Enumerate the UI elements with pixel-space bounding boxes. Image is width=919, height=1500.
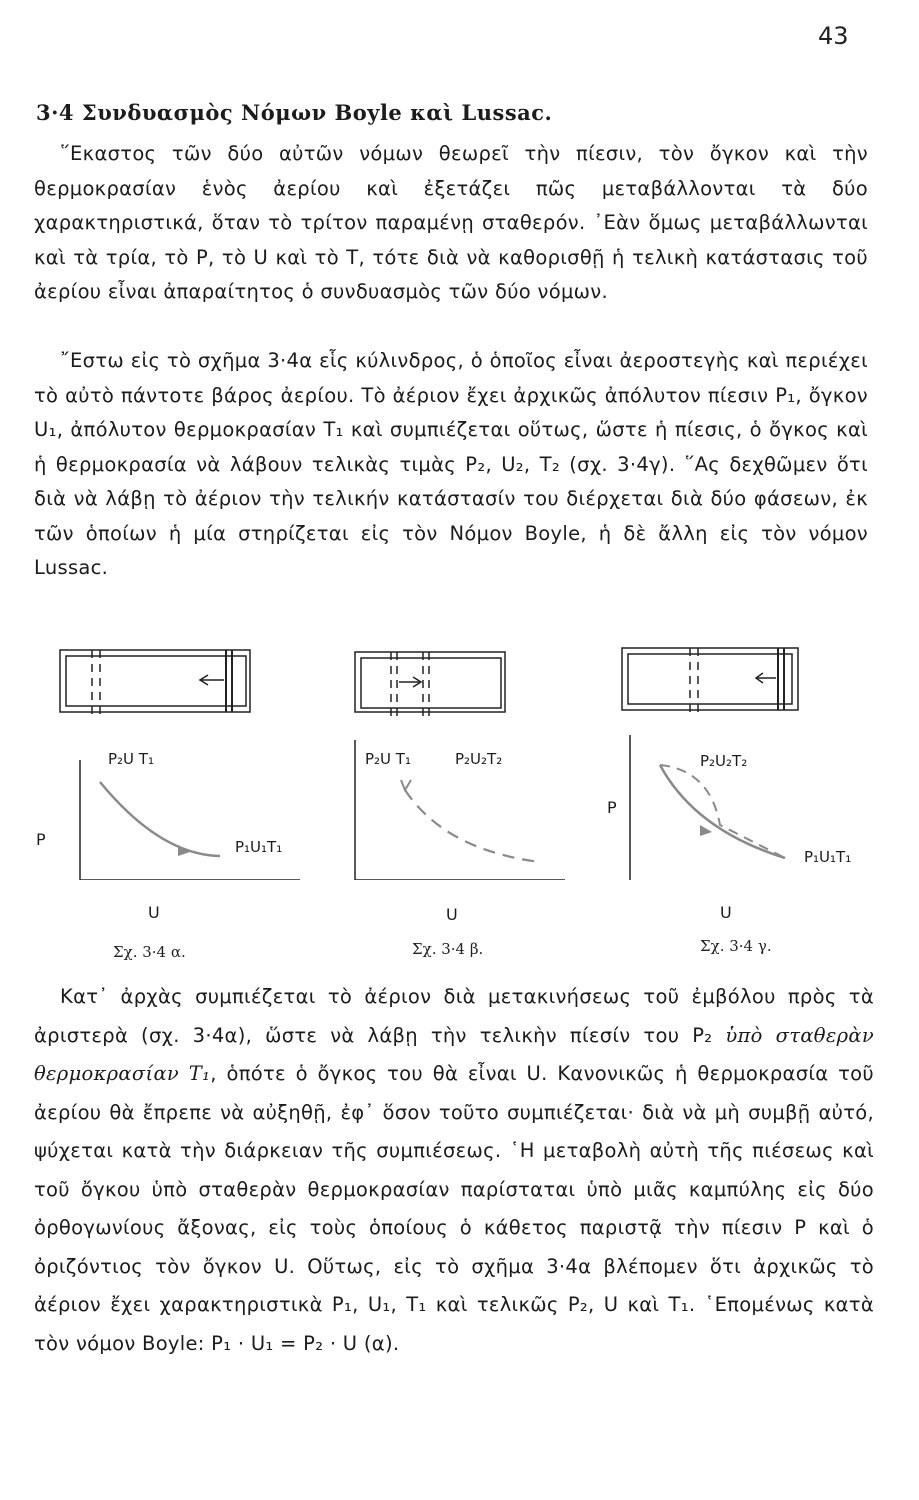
cylinder-gamma [622,648,798,714]
label-p1-u1-t1-gamma: P₁U₁T₁ [804,848,852,866]
combined-curve-solid [660,765,785,858]
axis-label-u-alpha: U [148,903,160,922]
figure-3-4-gamma [600,640,870,880]
label-p2-u-t1-beta: P₂U T₁ [365,750,411,768]
axis-label-u-beta: U [446,905,458,924]
axis-label-p: P [36,830,46,849]
cylinder-beta [355,652,505,716]
caption-alpha: Σχ. 3·4 α. [113,943,186,961]
label-p1-u1-t1: P₁U₁T₁ [235,838,283,856]
isobar-curve [405,790,540,862]
axis-label-u-gamma: U [720,903,732,922]
paragraph-3-part2: , ὁπότε ὁ ὄγκος του θὰ εἶναι U. Κανονικῶς ἡ θερμοκρασία τοῦ ἀερίου θὰ ἔπρεπε νὰ αὐξηθῇ, ἐφ᾿ ὅσον τοῦτο συμπιέζεται· διὰ νὰ μὴ συμβῇ αὐτό, ψύχεται κατὰ τὴν διάρκειαν τῆς συμπιέσεως. ῾Η μεταβολὴ αὐτὴ τῆς πιέσεως καὶ τοῦ ὄγκου ὑπὸ σταθερὰν θερμοκρασίαν παρίσταται ὑπὸ μιᾶς καμπύλης εἰς δύο ὀρθογωνίους ἄξονας, εἰς τοὺς ὁποίους ὁ κάθετος παριστᾷ τὴν πίεσιν P καὶ ὁ ὀριζόντιος τὸν ὄγκον U. Οὕτως, εἰς τὸ σχῆμα 3·4α βλέπομεν ὅτι ἀρχικῶς τὸ ἀέριον ἔχει χαρακτηριστικὰ P₁, U₁, T₁ καὶ τελικῶς P₂, U καὶ T₁. ῾Επομένως κατὰ τὸν νόμον Boyle: P₁ · U₁ = P₂ · U (α). [34,1062,874,1355]
curve-arrow-beta [401,780,411,790]
figure-3-4-beta [335,640,565,880]
page-number: 43 [818,22,849,50]
paragraph-3 [34,978,874,1363]
paragraph-2: ῎Εστω εἰς τὸ σχῆμα 3·4α εἷς κύλινδρος, ὁ ὁποῖος εἶναι ἀεροστεγὴς καὶ περιέχει τὸ αὐτὸ πάντοτε βάρος ἀερίου. Τὸ ἀέριον ἔχει ἀρχικῶς ἀπόλυτον πίεσιν P₁, ὄγκον U₁, ἀπόλυτον θερμοκρασίαν T₁ καὶ συμπιέζεται οὕτως, ὥστε ἡ πίεσις, ὁ ὄγκος καὶ ἡ θερμοκρασία νὰ λάβουν τελικὰς τιμὰς P₂, U₂, T₂ (σχ. 3·4γ). ῞Ας δεχθῶμεν ὅτι διὰ νὰ λάβῃ τὸ ἀέριον τὴν τελικήν κατάστασίν του διέρχεται διὰ δύο φάσεων, ἐκ τῶν ὁποίων ἡ μία στηρίζεται εἰς τὸν Νόμον Boyle, ἡ δὲ ἄλλη εἰς τὸν νόμον Lussac. [34,349,868,579]
curve-arrow-gamma [700,825,712,836]
section-heading: 3·4 Συνδυασμὸς Νόμων Boyle καὶ Lussac. [36,100,553,125]
cylinder-alpha [60,650,250,716]
paragraph-3-part1: Κατ᾿ ἀρχὰς συμπιέζεται τὸ ἀέριον διὰ μετακινήσεως τοῦ ἐμβόλου πρὸς τὰ ἀριστερὰ (σχ. 3·4α), ὥστε νὰ λάβῃ τὴν τελικὴν πίεσίν του P₂ [34,985,874,1047]
caption-beta: Σχ. 3·4 β. [412,940,484,958]
combined-curve-dashed [660,765,785,858]
paragraph-3-italic: ὑπὸ σταθερὰν θερμοκρασίαν T₁ [34,1023,875,1085]
isotherm-curve [100,782,220,856]
caption-gamma: Σχ. 3·4 γ. [700,937,772,955]
label-p2-u2-t2-gamma: P₂U₂T₂ [700,752,748,770]
axis-label-p-gamma: P [607,798,617,817]
figure-3-4-alpha [30,640,300,880]
label-p2-u2-t2-beta: P₂U₂T₂ [455,750,503,768]
axes-alpha [80,760,300,880]
label-p2-u-t1: P₂U T₁ [108,750,154,768]
paragraph-1: ῞Εκαστος τῶν δύο αὐτῶν νόμων θεωρεῖ τὴν πίεσιν, τὸν ὄγκον καὶ τὴν θερμοκρασίαν ἑνὸς ἀερίου καὶ ἐξετάζει πῶς μεταβάλλονται τὰ δύο χαρακτηριστικά, ὅταν τὸ τρίτον παραμένῃ σταθερόν. ᾿Εὰν ὅμως μεταβάλλωνται καὶ τὰ τρία, τὸ P, τὸ U καὶ τὸ T, τότε διὰ νὰ καθορισθῇ ἡ τελικὴ κατάστασις τοῦ ἀερίου εἶναι ἀπαραίτητος ὁ συνδυασμὸς τῶν δύο νόμων. [34,142,868,303]
